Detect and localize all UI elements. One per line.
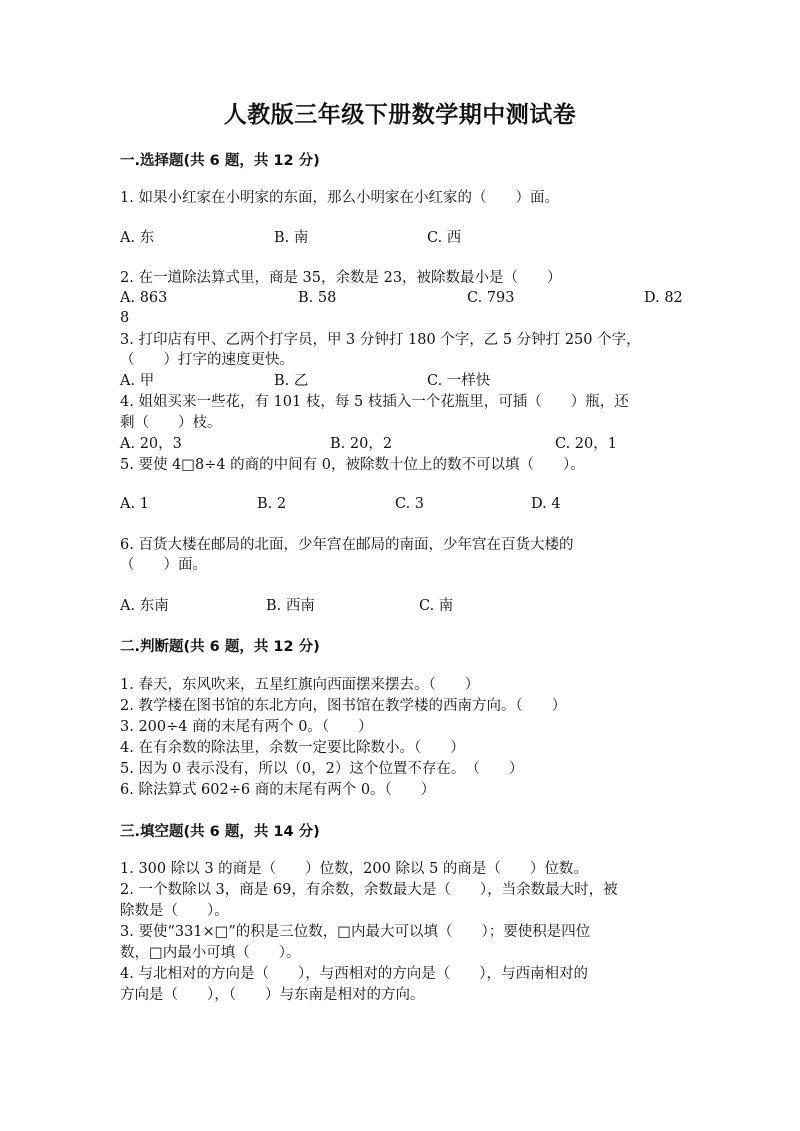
option-a: A. 20，3 [120, 436, 182, 452]
option-a: A. 甲 [120, 373, 155, 389]
option-a: A. 1 [120, 496, 149, 512]
question-text: 1. 如果小红家在小明家的东面，那么小明家在小红家的（ ）面。 [120, 190, 559, 206]
option-d-wrap: 8 [120, 310, 130, 326]
option-d: D. 4 [531, 496, 561, 512]
option-c: C. 南 [419, 598, 454, 614]
section-heading-fill: 三.填空题(共 6 题，共 14 分) [120, 824, 320, 840]
option-b: B. 乙 [274, 373, 309, 389]
fill-question-cont: 方向是（ ），（ ）与东南是相对的方向。 [120, 987, 425, 1003]
judge-item: 4. 在有余数的除法里，余数一定要比除数小。（ ） [120, 740, 465, 756]
fill-question: 1. 300 除以 3 的商是（ ）位数，200 除以 5 的商是（ ）位数。 [120, 861, 588, 877]
option-b: B. 58 [298, 290, 337, 306]
judge-item: 6. 除法算式 602÷6 商的末尾有两个 0。（ ） [120, 782, 436, 798]
question-text: 3. 打印店有甲、乙两个打字员，甲 3 分钟打 180 个字，乙 5 分钟打 250 个字， [120, 332, 641, 348]
option-d: D. 82 [644, 290, 683, 306]
section-heading-choice: 一.选择题(共 6 题，共 12 分) [120, 153, 320, 169]
question-text: 6. 百货大楼在邮局的北面，少年宫在邮局的南面，少年宫在百货大楼的 [120, 537, 574, 553]
option-c: C. 20，1 [555, 436, 617, 452]
option-a: A. 东 [120, 230, 155, 246]
question-text: 5. 要使 4□8÷4 的商的中间有 0，被除数十位上的数不可以填（ ）。 [120, 457, 585, 473]
question-text-cont: （ ）面。 [120, 557, 207, 573]
question-text-cont: （ ）打字的速度更快。 [120, 352, 294, 368]
option-b: B. 2 [257, 496, 287, 512]
fill-question: 3. 要使“331×□”的积是三位数，□内最大可以填（ ）；要使积是四位 [120, 924, 591, 940]
option-a: A. 东南 [120, 598, 169, 614]
fill-question: 4. 与北相对的方向是（ ），与西相对的方向是（ ），与西南相对的 [120, 966, 588, 982]
question-text: 2. 在一道除法算式里，商是 35，余数是 23，被除数最小是（ ） [120, 270, 562, 286]
section-heading-judge: 二.判断题(共 6 题，共 12 分) [120, 639, 320, 655]
option-c: C. 3 [395, 496, 425, 512]
option-c: C. 793 [467, 290, 515, 306]
option-b: B. 南 [274, 230, 309, 246]
judge-item: 3. 200÷4 商的末尾有两个 0。（ ） [120, 719, 373, 735]
fill-question-cont: 数，□内最小可填（ ）。 [120, 945, 301, 961]
judge-item: 1. 春天，东风吹来，五星红旗向西面摆来摆去。（ ） [120, 677, 480, 693]
fill-question: 2. 一个数除以 3，商是 69，有余数，余数最大是（ ），当余数最大时，被 [120, 882, 618, 898]
option-b: B. 20，2 [330, 436, 393, 452]
page-title: 人教版三年级下册数学期中测试卷 [223, 102, 577, 128]
judge-item: 2. 教学楼在图书馆的东北方向，图书馆在教学楼的西南方向。（ ） [120, 698, 567, 714]
option-c: C. 一样快 [427, 373, 491, 389]
question-text: 4. 姐姐买来一些花，有 101 枝，每 5 枝插入一个花瓶里，可插（ ）瓶，还 [120, 394, 629, 410]
option-c: C. 西 [427, 230, 462, 246]
question-text-cont: 剩（ ）枝。 [120, 415, 222, 431]
option-b: B. 西南 [266, 598, 315, 614]
fill-question-cont: 除数是（ ）。 [120, 903, 229, 919]
option-a: A. 863 [120, 290, 168, 306]
judge-item: 5. 因为 0 表示没有，所以（0，2）这个位置不存在。 （ ） [120, 761, 524, 777]
